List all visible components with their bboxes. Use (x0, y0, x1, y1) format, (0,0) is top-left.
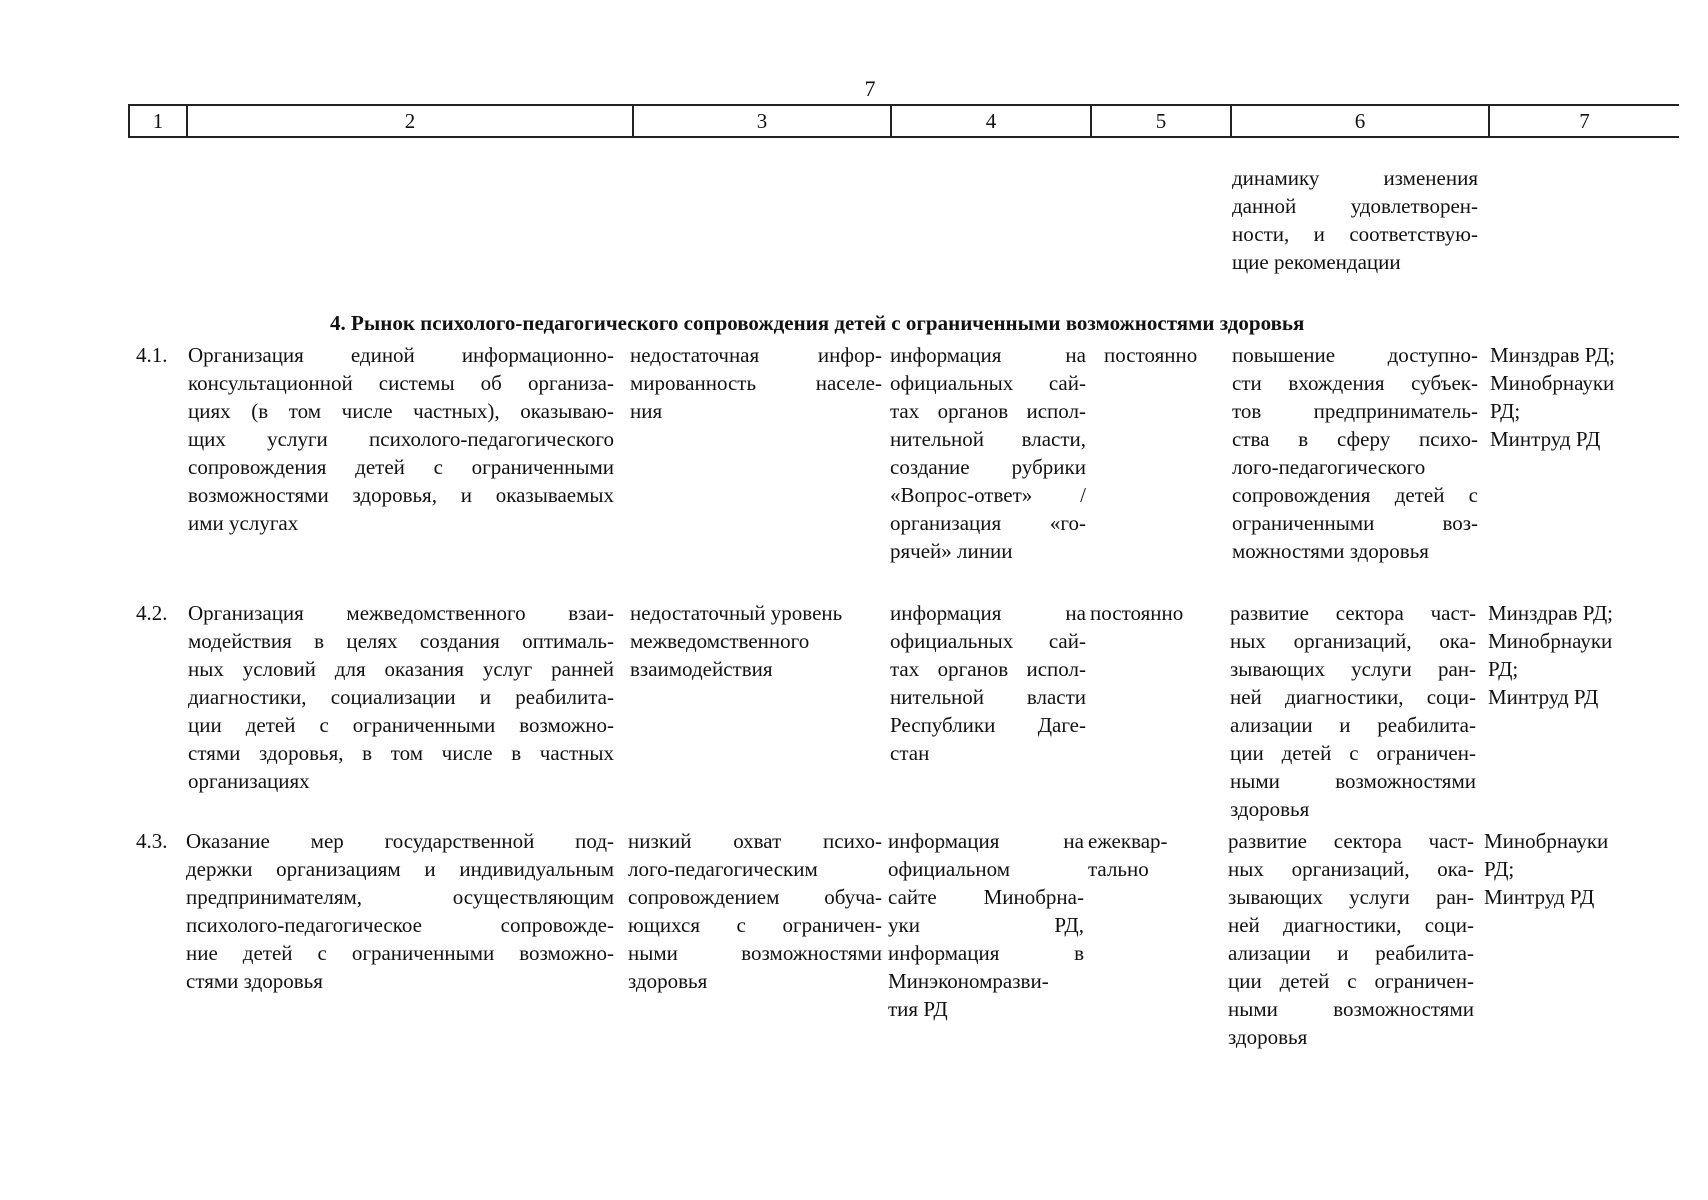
text-line: данной удовлетворен- (1232, 194, 1478, 218)
row-number: 4.1. (136, 343, 168, 367)
text-line: ных организаций, ока- (1230, 629, 1476, 653)
row-result-doc (890, 341, 1086, 565)
text-line: ющихся с ограничен- (628, 913, 882, 937)
text-line: Минтруд РД (1484, 885, 1595, 909)
text-line: сти вхождения субъек- (1232, 371, 1478, 395)
text-line: возможностями здоровья, и оказываемых (188, 483, 614, 507)
row-target (1228, 827, 1474, 1051)
text-line: постоянно (1104, 343, 1198, 367)
text-line: ции детей с ограниченными возможно- (188, 713, 614, 737)
header-col-5: 5 (1091, 105, 1231, 137)
text-line: Минэкономразви- (888, 969, 1049, 993)
row-measure (188, 341, 614, 537)
text-line: мированность населе- (630, 371, 882, 395)
text-line: тально (1088, 857, 1149, 881)
text-line: официальных сай- (890, 629, 1086, 653)
text-line: ции детей с ограничен- (1228, 969, 1474, 993)
text-line: организация «го- (890, 511, 1086, 535)
text-line: щие рекомендации (1232, 250, 1401, 274)
text-line: зывающих услуги ран- (1230, 657, 1476, 681)
text-line: ции детей с ограничен- (1230, 741, 1476, 765)
text-line: ными возможностями (1230, 769, 1476, 793)
text-line: ства в сферу психо- (1232, 427, 1478, 451)
text-line: уки РД, (888, 913, 1084, 937)
header-col-1: 1 (129, 105, 187, 137)
text-line: диагностики, социализации и реабилита- (188, 685, 614, 709)
text-line: сопровождения детей с ограниченными (188, 455, 614, 479)
column-number-header (128, 104, 1679, 138)
row-number: 4.2. (136, 601, 168, 625)
text-line: ние детей с ограниченными возможно- (186, 941, 614, 965)
text-line: стан (890, 741, 930, 765)
header-col-2: 2 (187, 105, 633, 137)
text-line: консультационной системы об организа- (188, 371, 614, 395)
row-target (1232, 341, 1478, 565)
text-line: ней диагностики, соци- (1228, 913, 1474, 937)
text-line: Минтруд РД (1490, 427, 1601, 451)
text-line: низкий охват психо- (628, 829, 882, 853)
text-line: лого-педагогическим (628, 857, 818, 881)
text-line: стями здоровья (186, 969, 323, 993)
text-line: РД; (1484, 857, 1515, 881)
text-line: ализации и реабилита- (1228, 941, 1474, 965)
header-col-4: 4 (891, 105, 1091, 137)
row-deadline (1104, 341, 1228, 369)
text-line: модействия в целях создания оптималь- (188, 629, 614, 653)
text-line: здоровья (1230, 797, 1310, 821)
text-line: сайте Минобрна- (888, 885, 1084, 909)
row-deadline (1090, 599, 1214, 627)
text-line: Минобрнауки (1488, 629, 1613, 653)
text-line: организациях (188, 769, 310, 793)
text-line: нительной власти (890, 685, 1086, 709)
text-line: Оказание мер государственной под- (186, 829, 614, 853)
text-line: ными возможностями (628, 941, 882, 965)
text-line: лого-педагогического (1232, 455, 1426, 479)
section-title: 4. Рынок психолого-педагогического сопровождения детей с ограниченными возможностями здоровья (330, 311, 1305, 335)
text-line: психолого-педагогическое сопровожде- (186, 913, 614, 937)
text-line: ных условий для оказания услуг ранней (188, 657, 614, 681)
text-line: динамику изменения (1232, 166, 1478, 190)
text-line: ограниченными воз- (1232, 511, 1478, 535)
row-problem (628, 827, 882, 995)
text-line: ализации и реабилита- (1230, 713, 1476, 737)
text-line: тов предприниматель- (1232, 399, 1478, 423)
text-line: межведомственного (630, 629, 810, 653)
text-line: Минтруд РД (1488, 685, 1599, 709)
text-line: Минобрнауки (1484, 829, 1609, 853)
text-line: официальном (888, 857, 1011, 881)
text-line: повышение доступно- (1232, 343, 1478, 367)
row-result-doc (890, 599, 1086, 767)
text-line: сопровождением обуча- (628, 885, 882, 909)
text-line: Организация межведомственного взаи- (188, 601, 614, 625)
row-deadline (1088, 827, 1212, 883)
text-line: ими услугах (188, 511, 299, 535)
row-problem (630, 341, 882, 425)
text-line: информация в (888, 941, 1084, 965)
text-line: сопровождения детей с (1232, 483, 1478, 507)
text-line: недостаточный уровень (630, 601, 843, 625)
text-line: ней диагностики, соци- (1230, 685, 1476, 709)
row-number: 4.3. (136, 829, 168, 853)
text-line: развитие сектора част- (1228, 829, 1474, 853)
text-line: постоянно (1090, 601, 1184, 625)
text-line: предпринимателям, осуществляющим (186, 885, 614, 909)
text-line: взаимодействия (630, 657, 773, 681)
carryover-col6 (1232, 164, 1478, 276)
text-line: щих услуги психолого-педагогического (188, 427, 614, 451)
text-line: циях (в том числе частных), оказываю- (188, 399, 614, 423)
text-line: зывающих услуги ран- (1228, 885, 1474, 909)
text-line: информация на (890, 343, 1086, 367)
text-line: тах органов испол- (890, 657, 1086, 681)
text-line: держки организациям и индивидуальным (186, 857, 614, 881)
text-line: Организация единой информационно- (188, 343, 614, 367)
row-problem (630, 599, 886, 683)
row-responsible (1490, 341, 1700, 453)
text-line: тах органов испол- (890, 399, 1086, 423)
row-measure (188, 599, 614, 795)
row-target (1230, 599, 1476, 823)
text-line: ными возможностями (1228, 997, 1474, 1021)
row-result-doc (888, 827, 1084, 1023)
text-line: ежеквар- (1088, 829, 1168, 853)
header-col-6: 6 (1231, 105, 1489, 137)
text-line: ности, и соответствую- (1232, 222, 1478, 246)
text-line: РД; (1490, 399, 1521, 423)
text-line: здоровья (628, 969, 708, 993)
text-line: официальных сай- (890, 371, 1086, 395)
text-line: Республики Даге- (890, 713, 1086, 737)
text-line: Минобрнауки (1490, 371, 1615, 395)
text-line: ния (630, 399, 663, 423)
header-col-7: 7 (1489, 105, 1679, 137)
text-line: здоровья (1228, 1025, 1308, 1049)
header-col-3: 3 (633, 105, 891, 137)
text-line: можностями здоровья (1232, 539, 1429, 563)
text-line: тия РД (888, 997, 948, 1021)
row-responsible (1484, 827, 1698, 911)
text-line: ных организаций, ока- (1228, 857, 1474, 881)
text-line: нительной власти, (890, 427, 1086, 451)
text-line: РД; (1488, 657, 1519, 681)
text-line: развитие сектора част- (1230, 601, 1476, 625)
text-line: Минздрав РД; (1490, 343, 1615, 367)
text-line: Минздрав РД; (1488, 601, 1613, 625)
text-line: недостаточная инфор- (630, 343, 882, 367)
row-measure (186, 827, 614, 995)
text-line: создание рубрики (890, 455, 1086, 479)
row-responsible (1488, 599, 1698, 711)
text-line: информация на (890, 601, 1086, 625)
text-line: информация на (888, 829, 1084, 853)
text-line: стями здоровья, в том числе в частных (188, 741, 614, 765)
text-line: рячей» линии (890, 539, 1013, 563)
page-number: 7 (864, 76, 876, 101)
text-line: «Вопрос-ответ» / (890, 483, 1086, 507)
